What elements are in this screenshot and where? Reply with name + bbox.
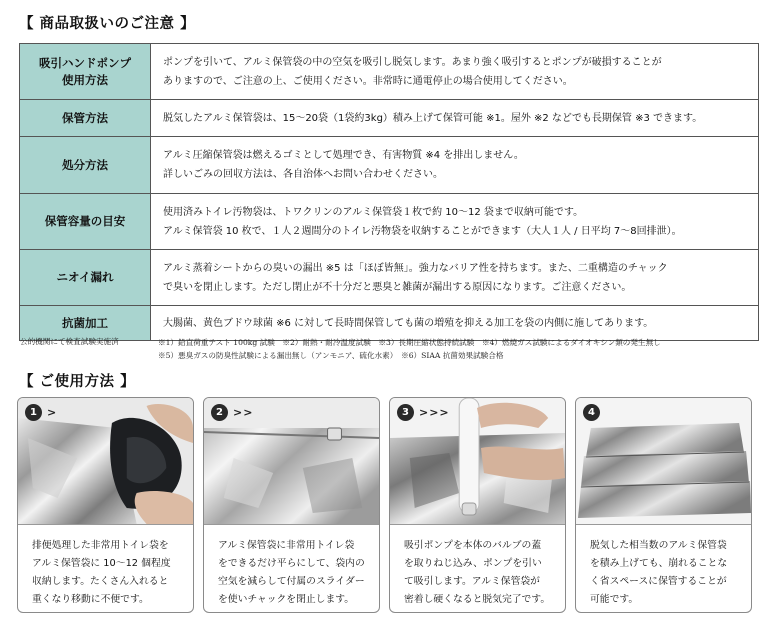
table-row: [20, 100, 759, 137]
row-body-storage: [151, 100, 759, 137]
step-number: 3: [397, 404, 414, 421]
row-body-line: 使用済みトイレ汚物袋は、トワクリンのアルミ保管袋１枚で約 10～12 袋まで収納可能です。: [163, 206, 584, 218]
caption-line: 可能です。: [590, 594, 639, 605]
row-header-line: 使用方法: [62, 72, 108, 87]
caption-line: アルミ保管袋に非常用トイレ袋: [218, 540, 355, 551]
step-card-2: [203, 397, 380, 613]
row-header-pump-usage: [20, 44, 151, 100]
row-body-line: ポンプを引いて、アルミ保管袋の中の空気を吸引し脱気します。あまり強く吸引するとポンプが破損することが: [163, 56, 662, 68]
table-row: [20, 137, 759, 194]
row-header-line: 保管容量の目安: [44, 214, 126, 228]
caption-line: 空気を減らして付属のスライダー: [218, 576, 365, 587]
step-card-4: [575, 397, 752, 613]
chevron-right-icon: >: [47, 406, 58, 419]
row-header-storage: [20, 100, 151, 137]
usage-steps: [17, 397, 761, 613]
row-body-capacity: [151, 194, 759, 250]
caption-line: 重くなり移動に不便です。: [32, 594, 149, 605]
table-row: [20, 250, 759, 306]
row-header-line: 保管方法: [62, 110, 108, 125]
row-body-odor: [151, 250, 759, 306]
caption-line: を使いチャックを閉止します。: [218, 594, 355, 605]
precautions-table: [19, 43, 759, 341]
step-caption: [18, 524, 193, 613]
row-body-line: アルミ保管袋 10 枚で、１人２週間分のトイレ汚物袋を収納することができます（大人１人 / 日平均 7～8回排泄）。: [163, 225, 682, 237]
caption-line: 脱気した相当数のアルミ保管袋: [590, 540, 727, 551]
row-body-line: 詳しいごみの回収方法は、各自治体へお問い合わせください。: [163, 169, 443, 180]
row-body-line: ありますので、ご注意の上、ご使用ください。非常時に通電停止の場合使用してください。: [163, 75, 573, 87]
chevron-right-icon: >>>: [419, 406, 450, 419]
row-body-line: アルミ蒸着シートからの臭いの漏出 ※5 は「ほぼ皆無」。強力なバリア性を持ちます。また、二重構造のチャック: [163, 262, 668, 274]
row-header-line: 処分方法: [62, 157, 108, 172]
row-header-line: 抗菌加工: [62, 315, 108, 330]
row-body-line: 大腸菌、黄色ブドウ球菌 ※6 に対して長時間保管しても菌の増殖を抑える加工を袋の内側に施してあります。: [163, 317, 654, 329]
step-card-1: [17, 397, 194, 613]
row-header-capacity: [20, 194, 151, 250]
caption-line: く省スペースに保管することが: [590, 576, 727, 587]
section-title-usage: 【 ご使用方法 】: [19, 374, 136, 390]
row-body-line: 脱気したアルミ保管袋は、15～20袋（1袋約3kg）積み上げて保管可能 ※1。屋外 ※2 などでも長期保管 ※3 できます。: [163, 112, 703, 124]
section-title-precautions: 【 商品取扱いのご注意 】: [19, 16, 196, 32]
row-header-odor: [20, 250, 151, 306]
step-4-illustration: [576, 398, 751, 524]
caption-line: を取りねじ込み、ポンプを引い: [404, 558, 542, 569]
caption-line: を積み上げても、崩れることな: [590, 558, 728, 569]
footnote-tested: 公的機関にて検査試験実施済: [20, 337, 119, 346]
caption-line: をできるだけ平らにして、袋内の: [218, 558, 365, 569]
row-body-pump-usage: [151, 44, 759, 100]
step-card-3: [389, 397, 566, 613]
step-number: 2: [211, 404, 228, 421]
caption-line: 排便処理した非常用トイレ袋を: [32, 540, 169, 551]
footnote-line: ※5）悪臭ガスの防臭性試験による漏出無し（アンモニア、硫化水素） ※6）SIAA 抗菌効果試験合格: [158, 351, 504, 360]
caption-line: て吸引します。アルミ保管袋が: [404, 576, 540, 587]
step-caption: [204, 524, 379, 613]
caption-line: アルミ保管袋に 10～12 個程度: [32, 558, 171, 569]
step-caption: [390, 524, 565, 613]
chevron-right-icon: >>: [233, 406, 254, 419]
caption-line: 密着し硬くなると脱気完了です。: [404, 594, 551, 605]
row-body-disposal: [151, 137, 759, 194]
table-row: [20, 44, 759, 100]
row-header-disposal: [20, 137, 151, 194]
footnote-line: ※1）鉛直荷重テスト 100kg 試験 ※2）耐熱・耐冷温度試験 ※3）長期圧縮状態持続試験 ※4）燃焼ガス試験によるダイオキシン類の発生無し: [158, 338, 661, 347]
step-badge: [25, 404, 57, 421]
row-header-line: ニオイ漏れ: [56, 270, 114, 284]
table-row: [20, 194, 759, 250]
caption-line: 収納します。たくさん入れると: [32, 576, 169, 587]
footnote-list: [158, 336, 661, 362]
row-header-line: 吸引ハンドポンプ: [39, 55, 131, 70]
step-number: 1: [25, 404, 42, 421]
step-number: 4: [583, 404, 600, 421]
step-badge: [397, 404, 450, 421]
step-4-photo: [576, 398, 751, 524]
row-body-line: アルミ圧縮保管袋は燃えるゴミとして処理でき、有害物質 ※4 を排出しません。: [163, 150, 524, 161]
row-body-line: で臭いを閉止します。ただし閉止が不十分だと悪臭と雑菌が漏出する原因になります。ご注意ください。: [163, 281, 632, 293]
step-caption: [576, 524, 751, 613]
step-badge: [583, 404, 600, 421]
step-badge: [211, 404, 253, 421]
caption-line: 吸引ポンプを本体のバルブの蓋: [404, 540, 542, 551]
